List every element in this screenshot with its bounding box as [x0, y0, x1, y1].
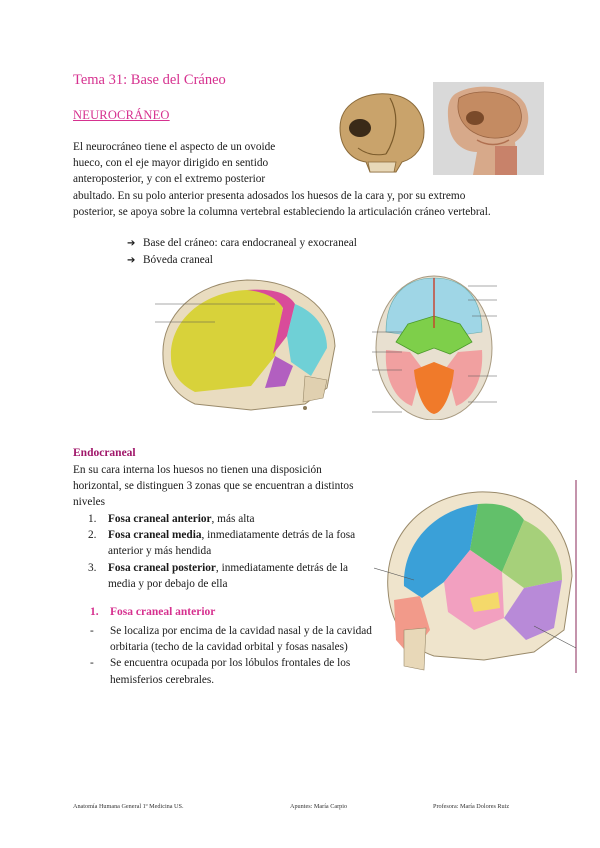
intro-line: posterior, se apoya sobre la columna vertebral estableciendo la articulación cráneo vertebral. — [73, 205, 491, 218]
intro-line: El neurocráneo tiene el aspecto de un ovoide — [73, 141, 276, 153]
footer-course: Anatomía Humana General 1º Medicina US. — [73, 803, 184, 810]
item-text: Se encuentra ocupada por los lóbulos frontales de los hemisferios cerebrales. — [110, 657, 351, 686]
bullet-text: Base del cráneo: cara endocraneal y exocraneal — [143, 237, 357, 249]
item-term: Fosa craneal media — [108, 529, 202, 542]
item-number: 3. — [88, 561, 97, 574]
fosas-list — [88, 511, 378, 592]
item-text: Se localiza por encima de la cavidad nasal y de la cavidad orbitaria (techo de la cavidad orbital y fosas nasales) — [110, 625, 372, 654]
endocraneal-paragraph: En su cara interna los huesos no tienen una disposición horizontal, se distinguen 3 zonas que se encuentran a distintos niveles — [73, 464, 354, 509]
item-term: Fosa craneal posterior — [108, 561, 216, 574]
endocraneal-heading: Endocraneal — [73, 447, 136, 459]
page-title: Tema 31: Base del Cráneo — [73, 72, 226, 88]
item-number: 1. — [90, 606, 99, 618]
item-text: , inmediatamente detrás de la media y por debajo de ella — [108, 561, 348, 590]
section-heading: NEUROCRÁNEO — [73, 108, 170, 122]
arrow-icon: ➔ — [127, 255, 136, 266]
sagittal-skull-image — [155, 276, 355, 422]
item-text: , más alta — [211, 513, 255, 525]
item-number: 2. — [88, 529, 97, 542]
list-item — [127, 252, 357, 269]
arrow-icon: ➔ — [127, 238, 136, 249]
list-item — [127, 235, 357, 252]
skull-lateral-image — [330, 88, 428, 174]
footer-notes: Apuntes: María Carpio — [290, 803, 348, 810]
bullet-text: Bóveda craneal — [143, 254, 213, 266]
dash: - — [90, 625, 94, 637]
cranial-base-image — [372, 272, 497, 420]
footer-professor: Profesora: María Dolores Ruiz — [433, 803, 510, 810]
head-skull-image — [433, 82, 544, 175]
fosa-anterior-heading — [90, 606, 215, 618]
list-item — [90, 623, 380, 655]
list-item — [90, 655, 380, 687]
item-term: Fosa craneal anterior — [108, 513, 212, 525]
item-text: , inmediatamente detrás de la fosa anterior y más hendida — [108, 529, 356, 558]
skull-interior-image — [374, 480, 579, 673]
intro-line: anteroposterior, y con el extremo posterior — [73, 173, 266, 186]
intro-line: hueco, con el eje mayor dirigido en sentido — [73, 157, 269, 170]
list-item — [88, 511, 378, 527]
list-item — [88, 560, 378, 592]
fosa-anterior-list — [90, 623, 380, 688]
list-item — [88, 527, 378, 559]
item-number: 1. — [88, 513, 97, 525]
heading-text: Fosa craneal anterior — [110, 606, 216, 618]
intro-line: abultado. En su polo anterior presenta adosados los huesos de la cara y, por su extremo — [73, 189, 466, 202]
bullet-list — [127, 235, 357, 269]
dash: - — [90, 657, 94, 670]
